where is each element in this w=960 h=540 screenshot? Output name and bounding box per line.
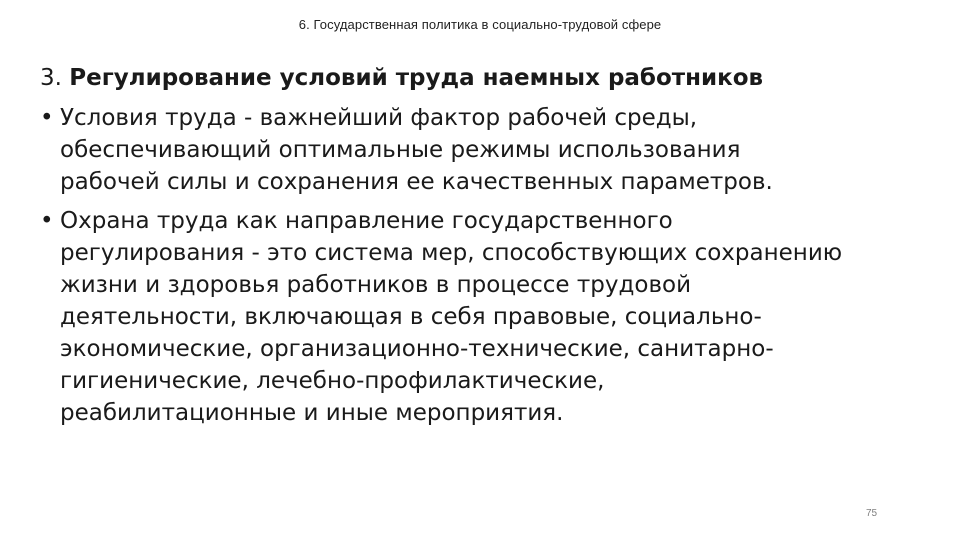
section-heading [40, 62, 940, 94]
section-number: 3. [40, 65, 62, 91]
section-title: Регулирование условий труда наемных работников [69, 65, 764, 91]
bullet-text-line: Условия труда - важнейший фактор рабочей среды, [60, 105, 698, 131]
bullet-text-line: обеспечивающий оптимальные режимы использования [60, 137, 741, 163]
bullet-icon: • [40, 105, 54, 131]
bullet-item-labor-protection [40, 205, 940, 429]
bullet-text-line: жизни и здоровья работников в процессе трудовой [60, 272, 692, 298]
bullet-text-line: деятельности, включающая в себя правовые, социально- [60, 304, 762, 330]
bullet-text-line: реабилитационные и иные мероприятия. [60, 400, 564, 426]
bullet-text-line: Охрана труда как направление государственного [60, 208, 673, 234]
bullet-text-line: экономические, организационно-технические, санитарно- [60, 336, 774, 362]
slide-header: 6. Государственная политика в социально-трудовой сфере [298, 17, 662, 32]
bullet-text-line: регулирования - это система мер, способствующих сохранению [60, 240, 843, 266]
bullet-text-line: рабочей силы и сохранения ее качественных параметров. [60, 169, 773, 195]
bullet-icon: • [40, 208, 54, 234]
bullet-item-conditions [40, 102, 940, 198]
bullet-text-line: гигиенические, лечебно-профилактические, [60, 368, 605, 394]
slide-content [40, 62, 940, 436]
page-number: 75 [866, 508, 878, 519]
